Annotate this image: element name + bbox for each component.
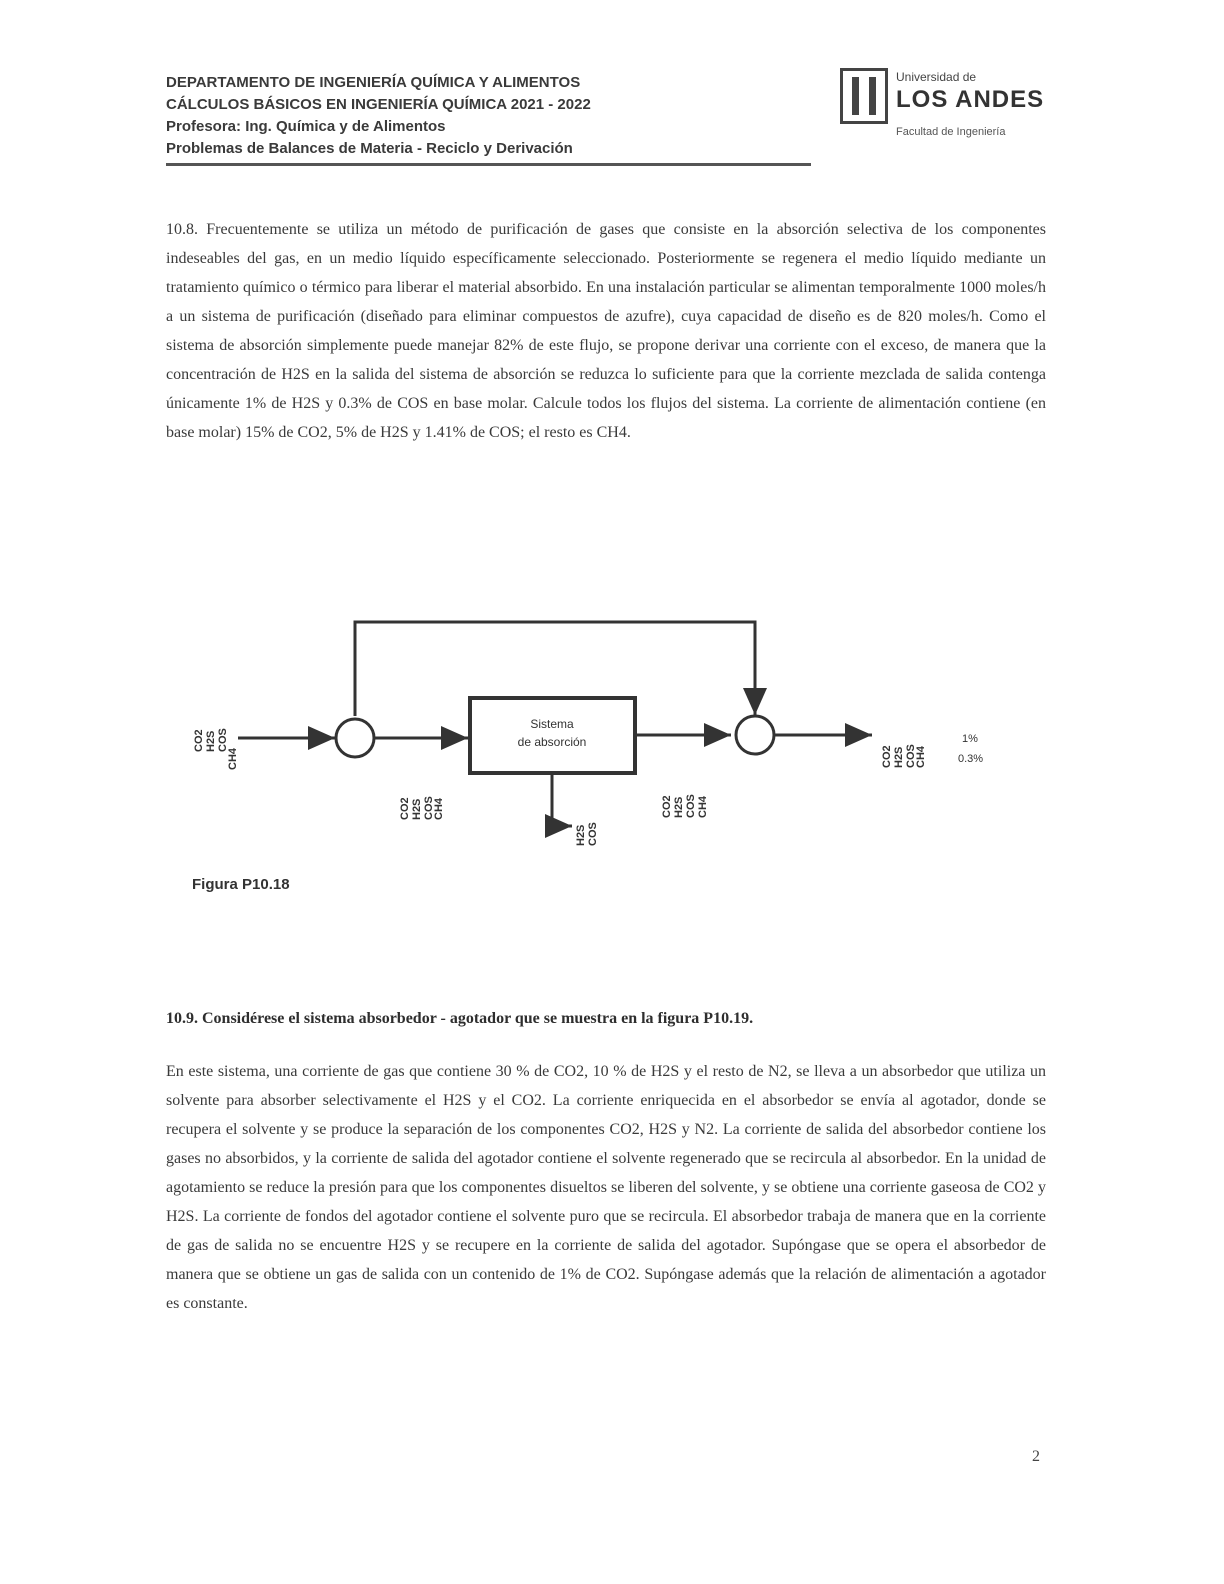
absorbed-label-cos: COS	[587, 822, 599, 846]
unit-label-line-2: de absorción	[517, 735, 587, 749]
problem-1-text: 10.8. Frecuentemente se utiliza un método de purificación de gases que consiste en la absorción selectiva de los componentes indeseables del gas, en un medio líquido específicamente seleccionado. Posteriormente se regenera el medio líquido mediante un tratamiento químico o térmico para liberar el material absorbido. En una instalación particular se alimentan temporalmente 1000 moles/h a un sistema de purificación (diseñado para eliminar compuestos de azufre), cuya capacidad de diseño es de 820 moles/h. Como el sistema de absorción simplemente puede manejar 82% de este flujo, se propone derivar una corriente con el exceso, de manera que la concentración de H2S en la salida del sistema de absorción se reduzca lo suficiente para que la corriente mezclada de salida contenga únicamente 1% de H2S y 0.3% de COS en base molar. Calcule todos los flujos del sistema. La corriente de alimentación contiene (en base molar) 15% de CO2, 5% de H2S y 1.41% de COS; el resto es CH4.	[166, 221, 1046, 441]
page-number: 2	[1032, 1448, 1040, 1465]
figure-caption: Figura P10.18	[192, 876, 290, 893]
feed-label-h2s: H2S	[205, 730, 217, 752]
header-line-4: Problemas de Balances de Materia - Reciclo y Derivación	[166, 140, 573, 157]
from-unit-label-h2s: H2S	[673, 796, 685, 818]
logo-text-line-3: Facultad de Ingeniería	[896, 126, 1006, 138]
feed-label-co2: CO2	[193, 729, 205, 752]
header-line-3: Profesora: Ing. Química y de Alimentos	[166, 118, 446, 135]
from-unit-label-cos: COS	[685, 794, 697, 818]
product-label-ch4: CH4	[915, 745, 927, 768]
university-logo	[840, 66, 1045, 144]
logo-mark-icon	[840, 68, 888, 124]
page-header	[166, 72, 811, 166]
header-line-2: CÁLCULOS BÁSICOS EN INGENIERÍA QUÍMICA 2021 - 2022	[166, 96, 591, 113]
header-line-1: DEPARTAMENTO DE INGENIERÍA QUÍMICA Y ALIMENTOS	[166, 74, 581, 91]
feed-label-ch4: CH4	[227, 747, 239, 770]
logo-text-line-1: Universidad de	[896, 70, 977, 84]
splitter-node	[336, 719, 374, 757]
product-spec-1: 1%	[962, 733, 978, 745]
product-label-h2s: H2S	[893, 746, 905, 768]
from-unit-label-ch4: CH4	[697, 795, 709, 818]
problem-2-text: En este sistema, una corriente de gas que contiene 30 % de CO2, 10 % de H2S y el resto de N2, se lleva a un absorbedor que utiliza un solvente para absorber selectivamente el H2S y el CO2. La corriente enriquecida en el absorbedor se envía al agotador, donde se recupera el solvente y se produce la separación de los componentes CO2, H2S y N2. La corriente de salida del absorbedor contiene los gases no absorbidos, y la corriente de salida del agotador contiene el solvente regenerado que se recircula al absorbedor. En la unidad de agotamiento se reduce la presión para que los componentes disueltos se liberen del solvente, y se obtiene una corriente gaseosa de CO2 y H2S. La corriente de fondos del agotador contiene el solvente puro que se recircula. El absorbedor trabaja de manera que en la corriente de gas de salida no se encuentre H2S y se recupere en la corriente de salida del agotador. Supóngase que se opera el absorbedor de manera que se obtiene un gas de salida con un contenido de 1% de CO2. Supóngase además que la relación de alimentación a agotador es constante.	[166, 1063, 1046, 1312]
to-unit-label-h2s: H2S	[411, 798, 423, 820]
header-rule	[166, 163, 811, 166]
logo-text-line-2: LOS ANDES	[896, 86, 1045, 113]
product-spec-2: 0.3%	[958, 753, 984, 765]
absorbed-stream-line	[552, 773, 560, 826]
process-flow-diagram	[180, 600, 1020, 870]
from-unit-label-co2: CO2	[661, 795, 673, 818]
unit-label-line-1: Sistema	[530, 717, 574, 731]
feed-label-cos: COS	[217, 728, 229, 752]
product-label-cos: COS	[905, 744, 917, 768]
mixer-node	[736, 716, 774, 754]
absorbed-label-h2s: H2S	[575, 824, 587, 846]
to-unit-label-ch4: CH4	[433, 797, 445, 820]
product-label-co2: CO2	[881, 745, 893, 768]
problem-2-title: 10.9. Considérese el sistema absorbedor - agotador que se muestra en la figura P10.19.	[166, 1010, 754, 1027]
to-unit-label-co2: CO2	[399, 797, 411, 820]
to-unit-label-cos: COS	[423, 796, 435, 820]
